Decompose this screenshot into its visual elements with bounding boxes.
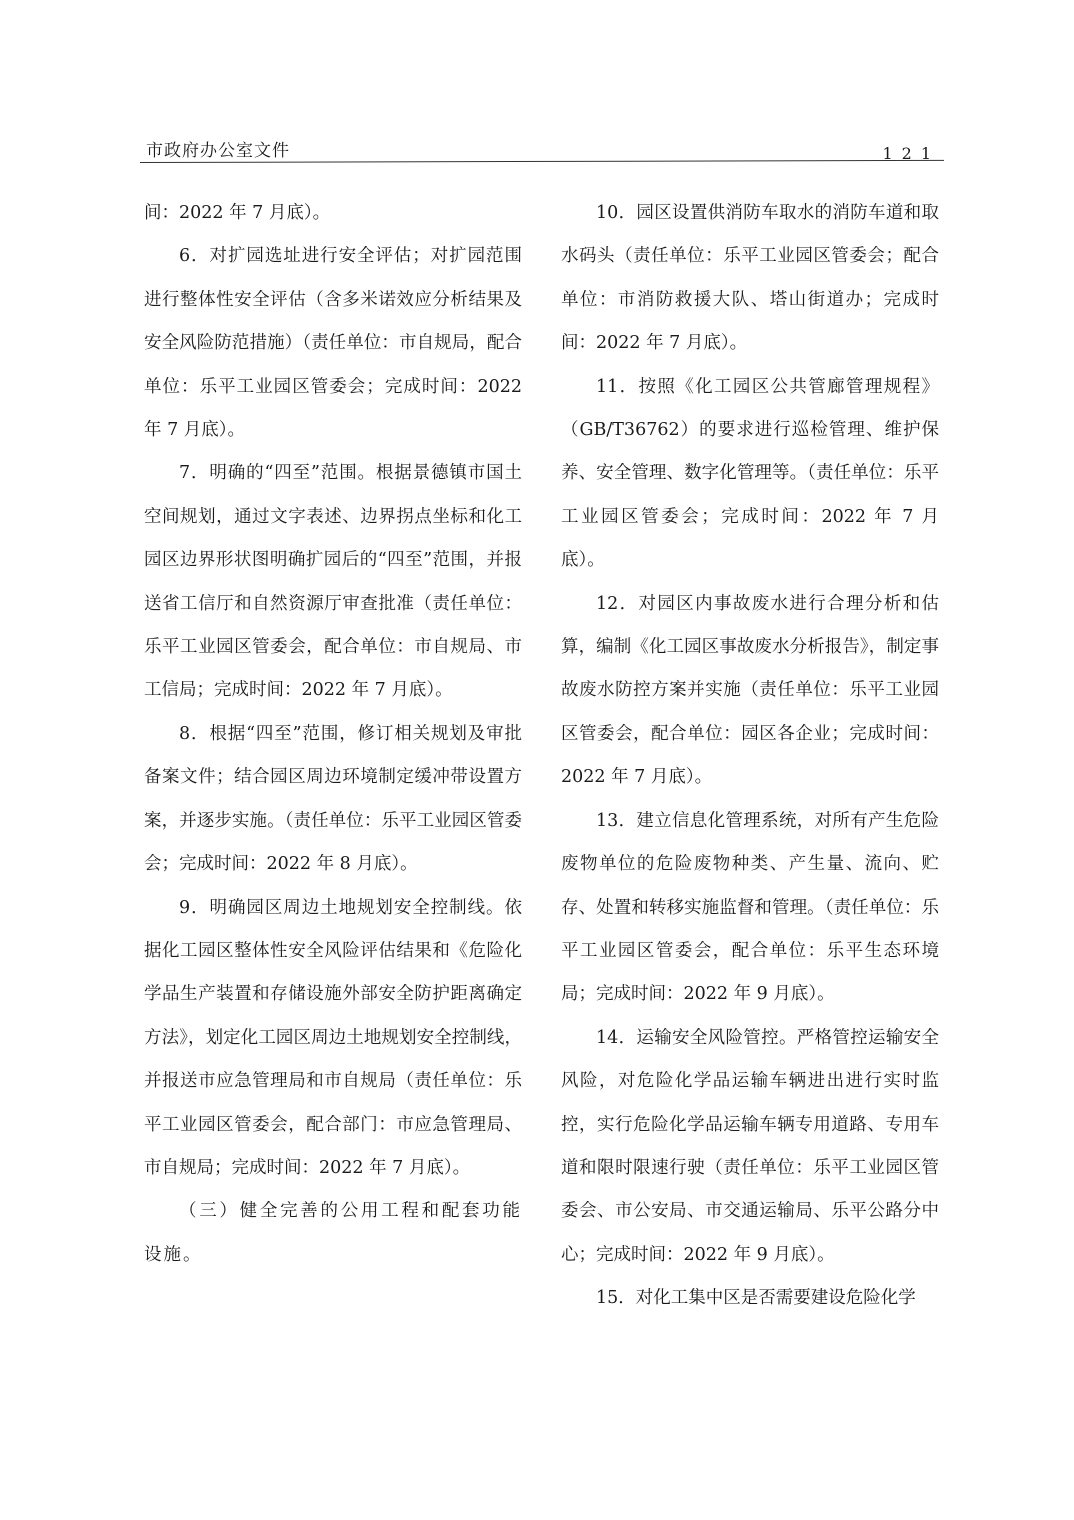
paragraph-item-6: 6．对扩园选址进行安全评估；对扩园范围进行整体性安全评估（含多米诺效应分析结果及安全风险防范措施）（责任单位：市自规局，配合单位：乐平工业园区管委会；完成时间：2022 年 7 月底）。 [144,246,522,441]
paragraph-item-8: 8．根据“四至”范围，修订相关规划及审批备案文件；结合园区周边环境制定缓冲带设置方案，并逐步实施。（责任单位：乐平工业园区管委会；完成时间：2022 年 8 月底）。 [144,723,522,875]
page-header [140,128,944,168]
paragraph-item-14: 14．运输安全风险管控。严格管控运输安全风险，对危险化学品运输车辆进出进行实时监控，实行危险化学品运输车辆专用道路、专用车道和限时限速行驶（责任单位：乐平工业园区管委会、市公安局、市交通运输局、乐平公路分中心；完成时间：2022 年 9 月底）。 [561,1027,939,1265]
header-title: 市政府办公室文件 [146,141,290,161]
paragraph-item-15: 15．对化工集中区是否需要建设危险化学 [596,1288,916,1309]
paragraph-item-7: 7．明确的“四至”范围。根据景德镇市国土空间规划，通过文字表述、边界拐点坐标和化工园区边界形状图明确扩园后的“四至”范围，并报送省工信厅和自然资源厅审查批准（责任单位：乐平工业园区管委会，配合单位：市自规局、市工信局；完成时间：2022 年 7 月底）。 [144,463,522,701]
section-heading-3: （三）健全完善的公用工程和配套功能设施。 [144,1201,522,1265]
paragraph-item-12: 12．对园区内事故废水进行合理分析和估算，编制《化工园区事故废水分析报告》，制定事故废水防控方案并实施（责任单位：乐平工业园区管委会，配合单位：园区各企业；完成时间：2022 年 7 月底）。 [561,593,939,788]
left-column [144,192,522,1277]
right-column [561,192,939,1321]
paragraph-item-11: 11．按照《化工园区公共管廊管理规程》（GB/T36762）的要求进行巡检管理、维护保养、安全管理、数字化管理等。（责任单位：乐平工业园区管委会；完成时间：2022 年 7 月底）。 [561,376,939,571]
paragraph-item-10: 10．园区设置供消防车取水的消防车道和取水码头（责任单位：乐平工业园区管委会；配合单位：市消防救援大队、塔山街道办；完成时间：2022 年 7 月底）。 [561,203,939,354]
paragraph-item-9: 9．明确园区周边土地规划安全控制线。依据化工园区整体性安全风险评估结果和《危险化学品生产装置和存储设施外部安全防护距离确定方法》，划定化工园区周边土地规划安全控制线，并报送市应急管理局和市自规局（责任单位：乐平工业园区管委会，配合部门：市应急管理局、市自规局；完成时间：2022 年 7 月底）。 [144,897,522,1178]
paragraph-continuation: 间：2022 年 7 月底）。 [144,203,331,223]
paragraph-item-13: 13．建立信息化管理系统，对所有产生危险废物单位的危险废物种类、产生量、流向、贮存、处置和转移实施监督和管理。（责任单位：乐平工业园区管委会，配合单位：乐平生态环境局；完成时间：2022 年 9 月底）。 [561,810,939,1005]
page-number: 121 [882,144,940,163]
